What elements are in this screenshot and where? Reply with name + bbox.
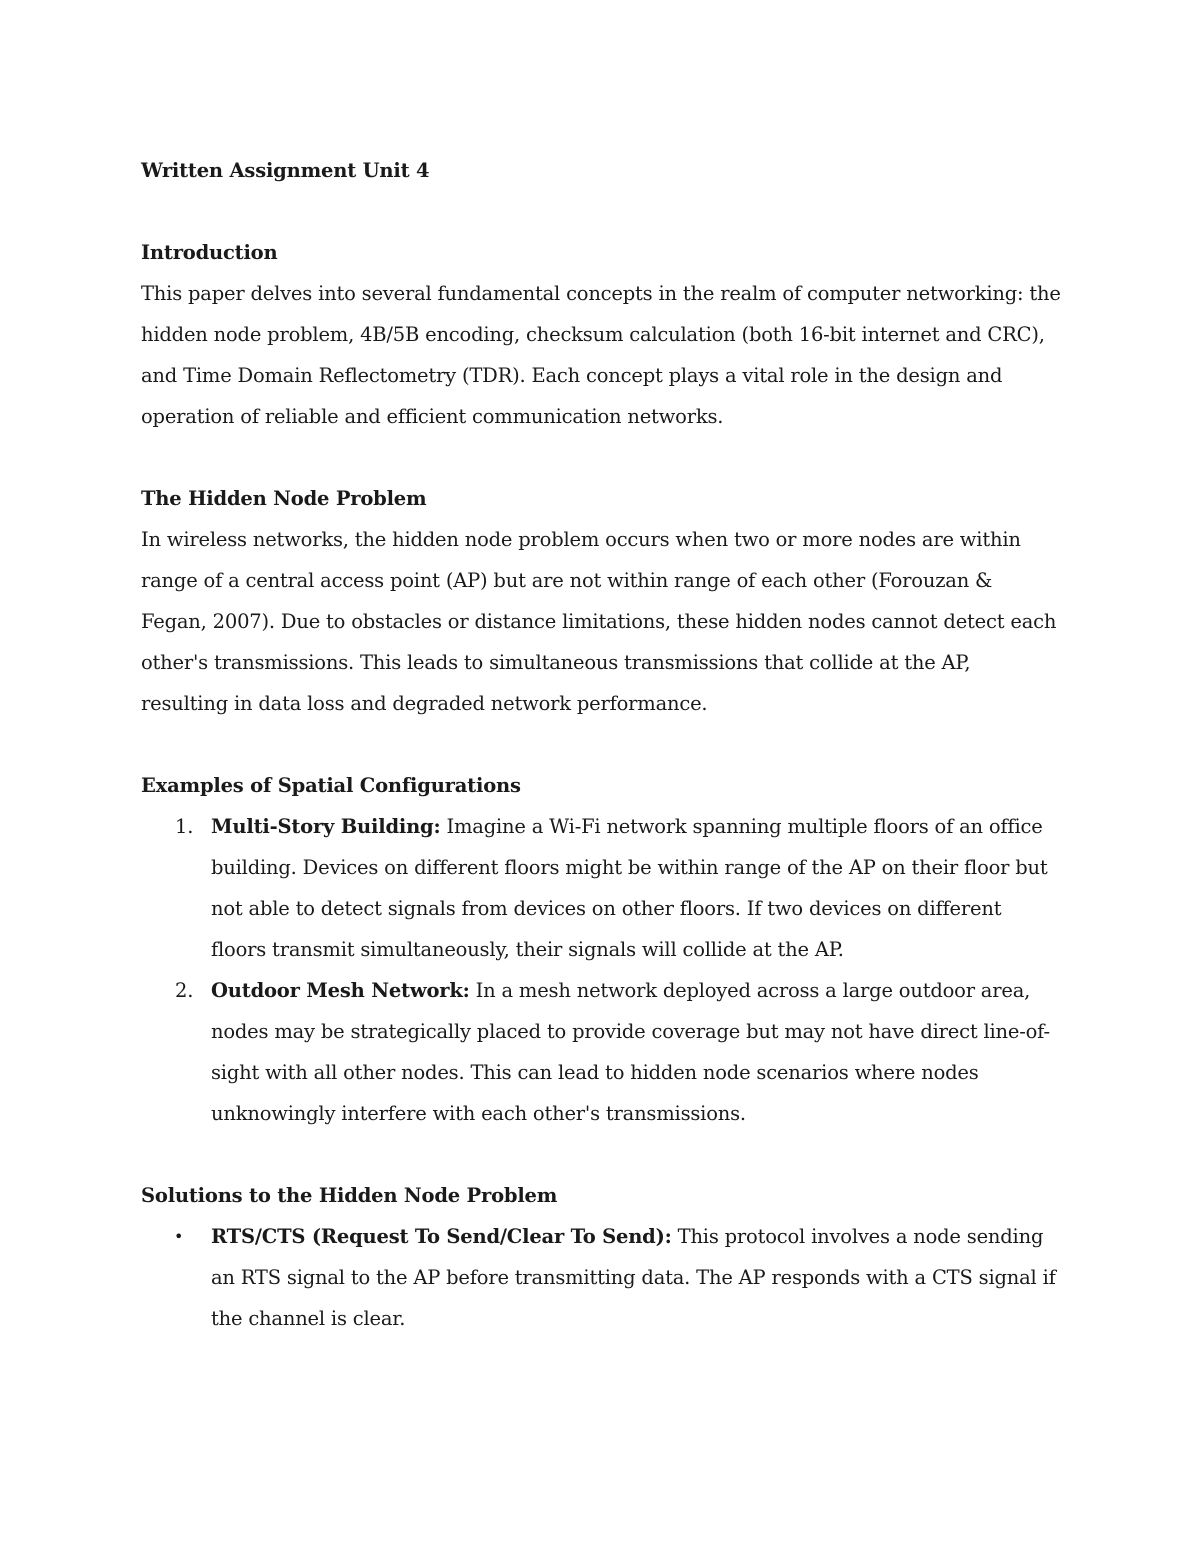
- spacer: [141, 437, 1061, 478]
- spacer: [141, 724, 1061, 765]
- introduction-paragraph: This paper delves into several fundamental concepts in the realm of computer networking: the hidden node problem, 4B/5B encoding, checksum calculation (both 16-bit internet and CRC), and Time Domain Reflectometry (TDR). Each concept plays a vital role in the design and operation of reliable and efficient communication networks.: [141, 282, 1061, 428]
- spacer: [141, 1134, 1061, 1175]
- list-item-term: Outdoor Mesh Network:: [211, 979, 470, 1002]
- hidden-node-paragraph: In wireless networks, the hidden node problem occurs when two or more nodes are within range of a central access point (AP) but are not within range of each other (Forouzan & Fegan, 2007). Due to obstacles or distance limitations, these hidden nodes cannot detect each other's transmissions. This leads to simultaneous transmissions that collide at the AP, resulting in data loss and degraded network performance.: [141, 528, 1057, 715]
- examples-heading: Examples of Spatial Configurations: [141, 774, 521, 797]
- list-item-term: Multi-Story Building:: [211, 815, 441, 838]
- examples-list: [141, 806, 1061, 1134]
- examples-section: [141, 765, 1061, 1134]
- solutions-section: [141, 1175, 1061, 1339]
- list-number: 2.: [175, 979, 194, 1002]
- list-number: 1.: [175, 815, 194, 838]
- list-item: [141, 970, 1061, 1134]
- document-title: Written Assignment Unit 4: [141, 159, 430, 182]
- solutions-list: [141, 1216, 1061, 1339]
- hidden-node-section: [141, 478, 1061, 724]
- introduction-heading: Introduction: [141, 241, 278, 264]
- document-page: [141, 150, 1061, 1339]
- list-item: [141, 806, 1061, 970]
- list-item-text: Imagine a Wi-Fi network spanning multiple floors of an office building. Devices on different floors might be within range of the AP on their floor but not able to detect signals from devices on other floors. If two devices on different floors transmit simultaneously, their signals will collide at the AP.: [211, 815, 1048, 961]
- hidden-node-heading: The Hidden Node Problem: [141, 487, 427, 510]
- list-item-term: RTS/CTS (Request To Send/Clear To Send):: [211, 1225, 672, 1248]
- list-item-text: In a mesh network deployed across a large outdoor area, nodes may be strategically placed to provide coverage but may not have direct line-of-sight with all other nodes. This can lead to hidden node scenarios where nodes unknowingly interfere with each other's transmissions.: [211, 979, 1050, 1125]
- list-item-text: This protocol involves a node sending an RTS signal to the AP before transmitting data. The AP responds with a CTS signal if the channel is clear.: [211, 1225, 1056, 1330]
- bullet-icon: •: [174, 1227, 184, 1246]
- list-item: [141, 1216, 1061, 1339]
- introduction-section: [141, 232, 1061, 437]
- spacer: [141, 191, 1061, 232]
- solutions-heading: Solutions to the Hidden Node Problem: [141, 1184, 558, 1207]
